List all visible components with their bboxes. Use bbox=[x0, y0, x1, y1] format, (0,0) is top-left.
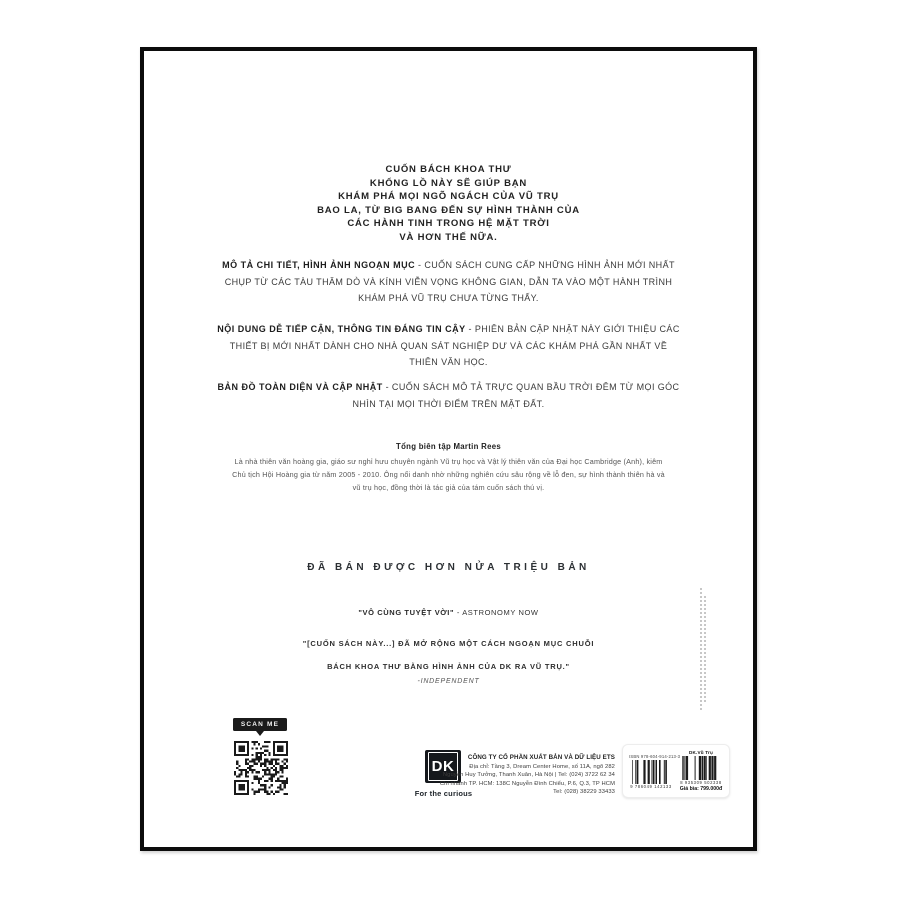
publisher-address-line: Địa chỉ: Tầng 3, Dream Center Home, số 11A, ngõ 282 bbox=[469, 763, 615, 770]
product-barcode bbox=[679, 750, 723, 792]
intro-line: KHÁM PHÁ MỌI NGÕ NGÁCH CỦA VŨ TRỤ bbox=[338, 191, 559, 202]
press-quote-2 bbox=[144, 632, 753, 678]
feature-text: - CUỐN SÁCH CUNG CẤP NHỮNG HÌNH ẢNH MỚI NHẤT CHỤP TỪ CÁC TÀU THĂM DÒ VÀ KÍNH VIỄN VỌNG KHÔNG GIAN, DẪN TA VÀO MỘT HÀNH TRÌNH KHÁM PHÁ VŨ TRỤ CHƯA TỪNG THẤY. bbox=[224, 260, 675, 303]
publisher-info bbox=[425, 754, 615, 797]
editor-title: Tổng biên tập Martin Rees bbox=[396, 442, 501, 451]
qr-code bbox=[234, 741, 288, 795]
intro-line: CUỐN BÁCH KHOA THƯ bbox=[385, 164, 512, 175]
quote-source-independent: -INDEPENDENT bbox=[417, 678, 480, 685]
product-label: DK.Vũ Trụ bbox=[688, 750, 713, 755]
isbn-digits: 9 786049 142133 bbox=[630, 783, 672, 789]
feature-text: - CUỐN SÁCH MÔ TẢ TRỰC QUAN BẦU TRỜI ĐÊM TỪ MỌI GÓC NHÌN TẠI MỌI THỜI ĐIỂM TRÊN MẶT ĐẤT. bbox=[352, 382, 680, 409]
quote-text: "VÔ CÙNG TUYỆT VỜI" bbox=[358, 608, 455, 617]
quote-line: "[CUỐN SÁCH NÀY...] ĐÃ MỞ RỘNG MỘT CÁCH NGOẠN MỤC CHUỖI bbox=[302, 639, 595, 648]
feature-text: - PHIÊN BẢN CẬP NHẬT NÀY GIỚI THIỆU CÁC THIẾT BỊ MỚI NHẤT DÀNH CHO NHÀ QUAN SÁT NGHIỆP DƯ VÀ CÁC KHÁM PHÁ GẦN NHẤT VỀ THIÊN VĂN HỌC. bbox=[229, 324, 680, 367]
intro-headline bbox=[144, 163, 753, 244]
isbn-label: ISBN 978-604-914-213-3 bbox=[629, 753, 681, 759]
intro-line: CÁC HÀNH TINH TRONG HỆ MẶT TRỜI bbox=[347, 218, 550, 229]
feature-paragraph-3 bbox=[144, 379, 753, 412]
sales-banner: ĐÃ BÁN ĐƯỢC HƠN NỬA TRIỆU BẢN bbox=[307, 562, 590, 573]
scan-me-pointer bbox=[256, 731, 264, 736]
product-barcode-bars bbox=[682, 756, 720, 780]
editor-bio: Là nhà thiên văn hoàng gia, giáo sư nghỉ hưu chuyên ngành Vũ trụ học và Vật lý thiên văn của Đại học Cambridge (Anh), kiêm Chủ tịch Hội Hoàng gia từ năm 2005 - 2010. Ông nổi danh nhờ những nghiên cứu sâu rộng về lỗ đen, sự hình thành thiên hà và vũ trụ học, đồng thời là tác giả của tám cuốn sách thú vị. bbox=[232, 457, 665, 492]
quote-source: - ASTRONOMY NOW bbox=[456, 608, 539, 617]
vertical-fine-print bbox=[700, 588, 702, 712]
feature-lead: BẢN ĐỒ TOÀN DIỆN VÀ CẬP NHẬT bbox=[217, 382, 383, 392]
isbn-barcode bbox=[629, 753, 681, 789]
feature-lead: MÔ TẢ CHI TIẾT, HÌNH ẢNH NGOẠN MỤC bbox=[222, 260, 416, 270]
product-digits: 8 935309 502338 bbox=[680, 780, 722, 785]
publisher-phone-line: Tel: (028) 38229 33433 bbox=[553, 789, 615, 796]
publisher-name: CÔNG TY CỔ PHẦN XUẤT BẢN VÀ DỮ LIỆU ETS bbox=[467, 754, 615, 761]
publisher-address-line: Chi nhánh TP. HCM: 138C Nguyễn Đình Chiểu, P.6, Q.3, TP HCM bbox=[439, 780, 615, 787]
barcode-sticker bbox=[622, 744, 730, 798]
intro-line: KHỔNG LỒ NÀY SẼ GIÚP BẠN bbox=[369, 177, 528, 189]
feature-paragraph-1 bbox=[144, 257, 753, 307]
scan-me-badge: SCAN ME bbox=[233, 718, 287, 731]
feature-paragraph-2 bbox=[144, 321, 753, 371]
intro-line: BAO LA, TỪ BIG BANG ĐẾN SỰ HÌNH THÀNH CỦA bbox=[317, 204, 580, 216]
book-back-cover bbox=[140, 47, 757, 851]
press-quote-1 bbox=[144, 608, 753, 617]
quote-line: BÁCH KHOA THƯ BẰNG HÌNH ẢNH CỦA DK RA VŨ TRỤ." bbox=[327, 662, 570, 671]
dk-logo-text: DK bbox=[428, 752, 458, 781]
price-label: Giá bìa: 799.000đ bbox=[679, 786, 723, 792]
feature-lead: NỘI DUNG DỄ TIẾP CẬN, THÔNG TIN ĐÁNG TIN CẬY bbox=[217, 324, 466, 334]
intro-line: VÀ HƠN THẾ NỮA. bbox=[399, 231, 498, 243]
publisher-address-line: Nguyễn Huy Tưởng, Thanh Xuân, Hà Nội | Tel: (024) 3722 62 34 bbox=[442, 772, 615, 779]
vertical-fine-print bbox=[704, 596, 706, 704]
isbn-barcode-bars bbox=[632, 760, 670, 784]
dk-tagline: For the curious bbox=[414, 789, 473, 798]
